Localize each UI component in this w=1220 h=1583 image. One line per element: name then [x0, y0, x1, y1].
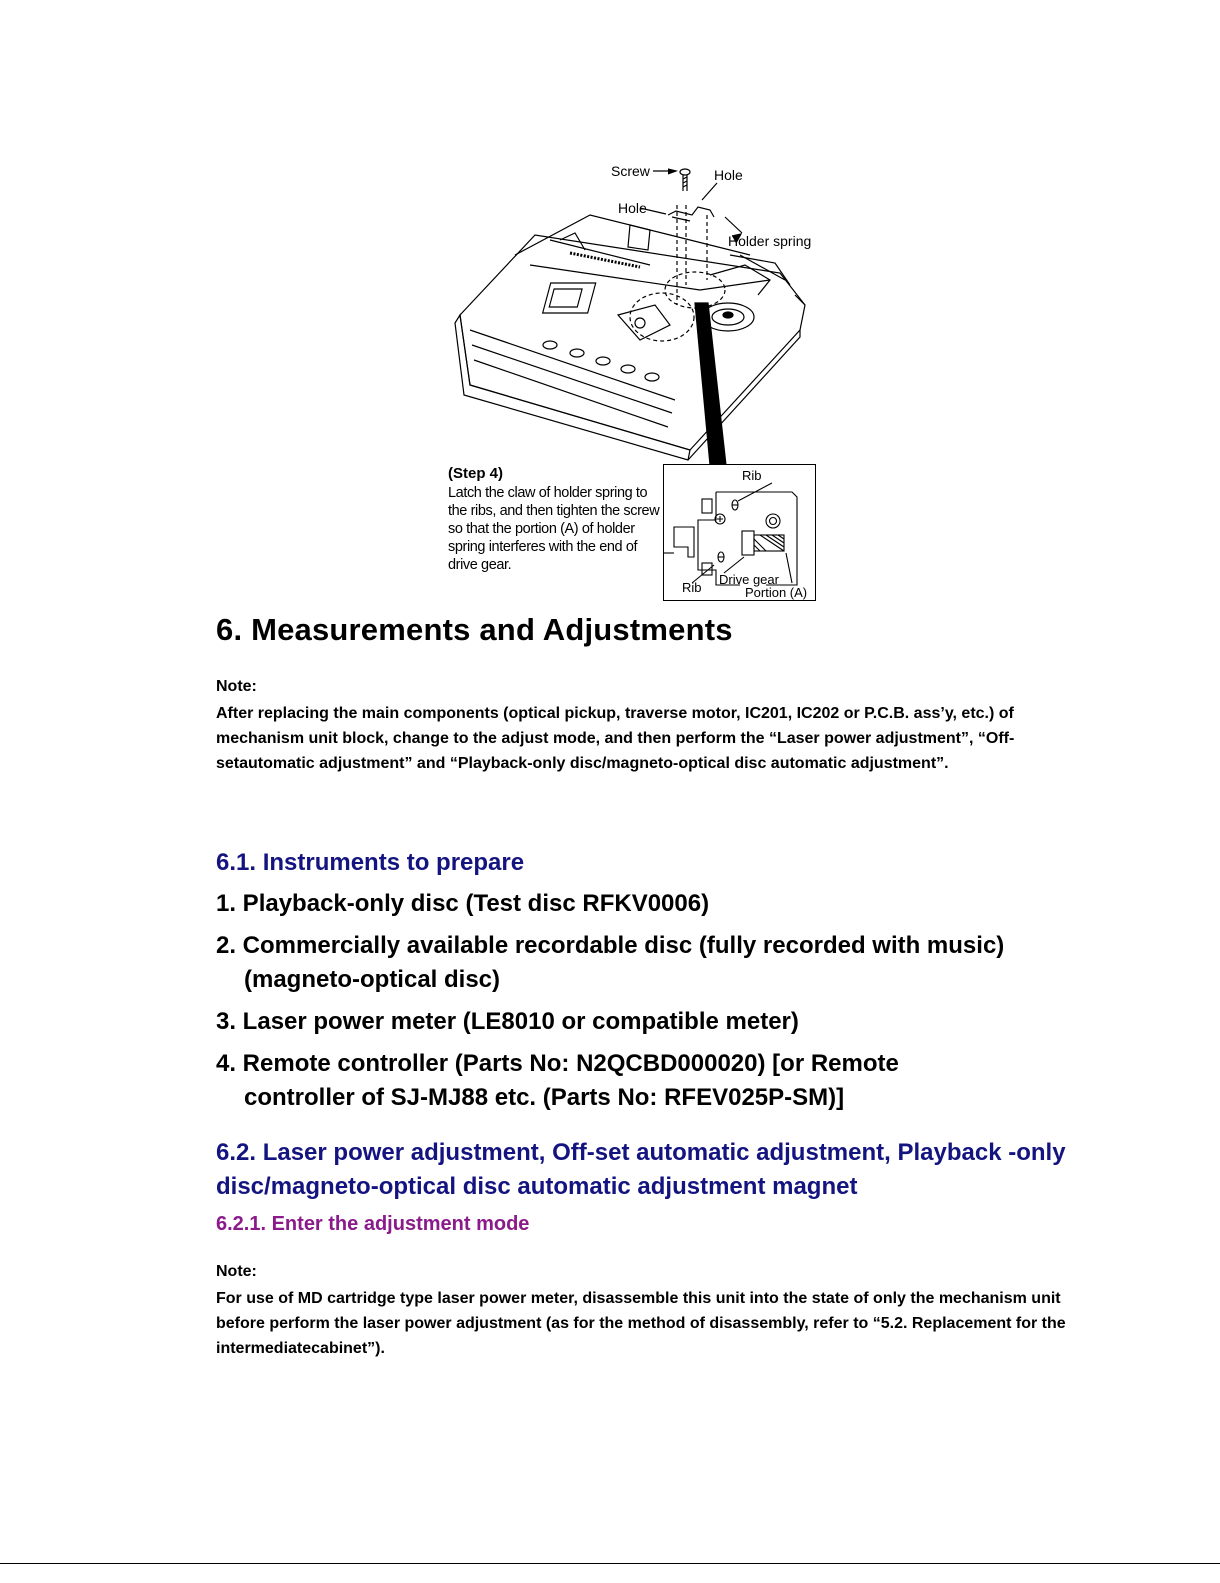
- subsection-6-1-title: 6.1. Instruments to prepare: [216, 849, 525, 876]
- screw-label: Screw: [611, 163, 650, 179]
- instruments-list: [216, 887, 1016, 1123]
- note-label: Note:: [216, 678, 257, 695]
- portion-a-label: Portion (A): [745, 585, 808, 600]
- note-label-2: Note:: [216, 1263, 257, 1280]
- rib-label-bottom: Rib: [682, 580, 702, 595]
- holder-spring-label: Holder spring: [728, 233, 812, 249]
- note-text: After replacing the main components (optical pickup, traverse motor, IC201, IC202 or P.C.B. ass’y, etc.) of mechanism unit block, change to the adjust mode, and then perform the “Laser power adjustment”, “Off-setautomatic adjustment” and “Playback-only disc/magneto-optical disc automatic adjustment”.: [216, 705, 1015, 772]
- step-instructions: Latch the claw of holder spring to the ribs, and then tighten the screw so that the portion (A) of holder spring interferes with the end of drive gear.: [448, 485, 660, 573]
- hole-label-right: Hole: [714, 167, 743, 183]
- subsection-6-2-1-title: 6.2.1. Enter the adjustment mode: [216, 1213, 530, 1235]
- list-item: 4. Remote controller (Parts No: N2QCBD000020) [or Remote controller of SJ-MJ88 etc. (Parts No: RFEV025P-SM)]: [216, 1050, 899, 1111]
- rib-label-top: Rib: [742, 468, 762, 483]
- section-title: 6. Measurements and Adjustments: [216, 612, 733, 647]
- holder-spring-figure: [440, 155, 825, 605]
- drive-gear-label: Drive gear: [719, 572, 779, 587]
- detail-inset: [663, 464, 816, 601]
- page-bottom-rule: [0, 1563, 1220, 1564]
- list-item: 3. Laser power meter (LE8010 or compatible meter): [216, 1008, 799, 1035]
- list-item: 2. Commercially available recordable disc (fully recorded with music) (magneto-optical disc): [216, 932, 1005, 993]
- note-text-2: For use of MD cartridge type laser power meter, disassemble this unit into the state of only the mechanism unit before perform the laser power adjustment (as for the method of disassembly, refer to “5.2. Replacement for the intermediatecabinet”).: [216, 1290, 1066, 1357]
- hole-label-left: Hole: [618, 200, 647, 216]
- subsection-6-2-title: 6.2. Laser power adjustment, Off-set automatic adjustment, Playback -only disc/magneto-optical disc automatic adjustment magnet: [216, 1139, 1066, 1200]
- step-title: (Step 4): [448, 465, 504, 482]
- list-item: 1. Playback-only disc (Test disc RFKV0006): [216, 890, 710, 917]
